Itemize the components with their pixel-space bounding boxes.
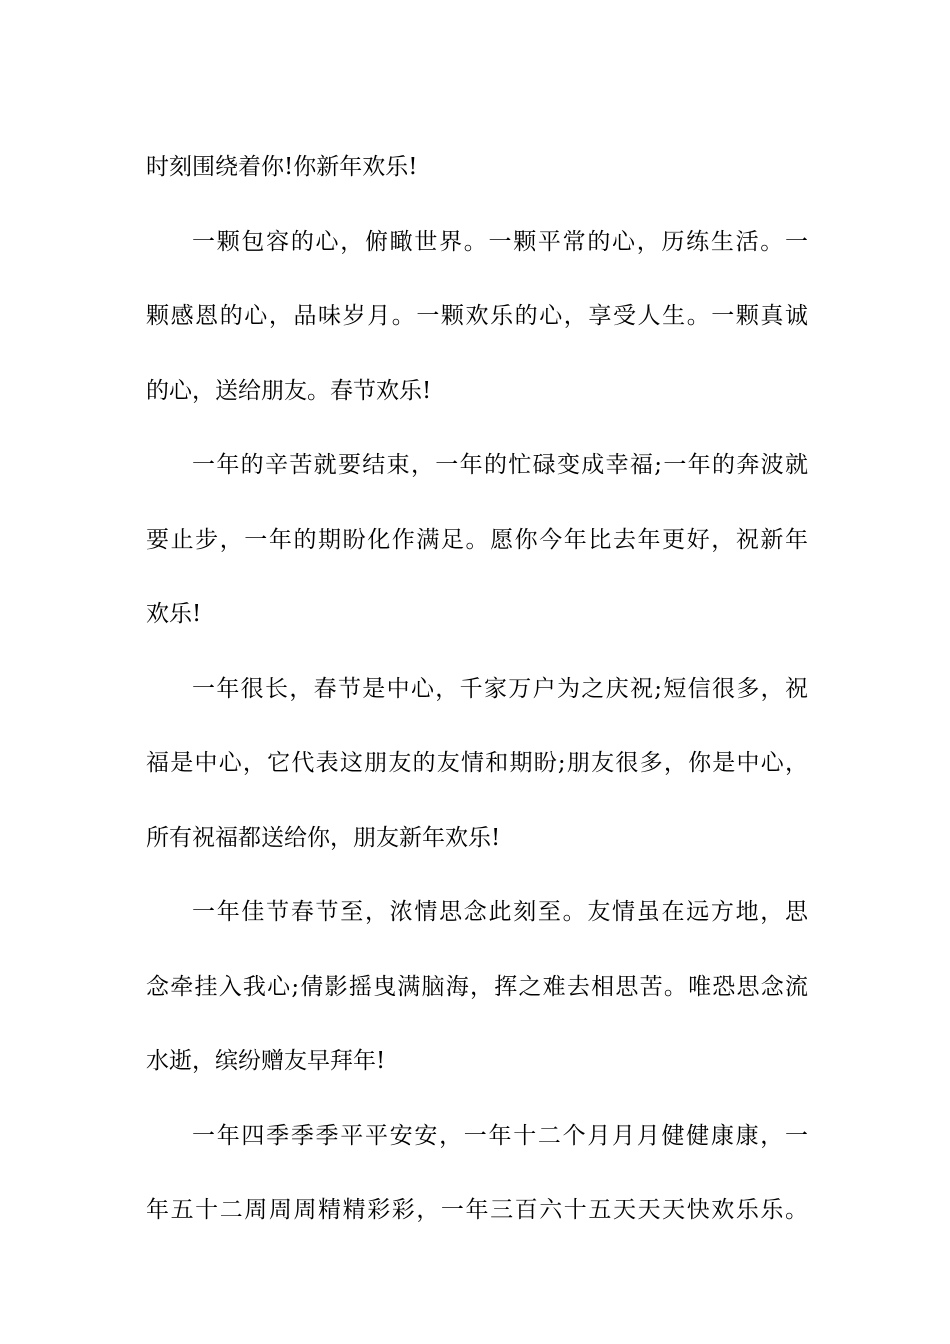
- paragraph-first-line: 一年很长，春节是中心，千家万户为之庆祝;短信很多，祝: [192, 675, 808, 702]
- text-line: 欢乐!: [146, 601, 202, 627]
- text-line: 的心，送给朋友。春节欢乐!: [146, 377, 432, 404]
- text-line: 时刻围绕着你!你新年欢乐!: [146, 154, 418, 180]
- document-body: [146, 130, 808, 1248]
- text-line: 水逝，缤纷赠友早拜年!: [146, 1048, 386, 1074]
- paragraph-first-line: 一颗包容的心，俯瞰世界。一颗平常的心，历练生活。一: [192, 228, 808, 255]
- text-line: 颗感恩的心，品味岁月。一颗欢乐的心，享受人生。一颗真诚: [146, 303, 808, 329]
- text-line: 所有祝福都送给你，朋友新年欢乐!: [146, 824, 501, 851]
- text-line: 要止步，一年的期盼化作满足。愿你今年比去年更好，祝新年: [146, 526, 808, 553]
- paragraph-first-line: 一年的辛苦就要结束，一年的忙碌变成幸福;一年的奔波就: [192, 452, 808, 478]
- text-line: 福是中心，它代表这朋友的友情和期盼;朋友很多，你是中心，: [146, 750, 808, 776]
- paragraph-first-line: 一年四季季季平平安安，一年十二个月月月健健康康，一: [192, 1122, 808, 1149]
- text-line: 念牵挂入我心;倩影摇曳满脑海，挥之难去相思苦。唯恐思念流: [146, 973, 808, 1000]
- text-line: 年五十二周周周精精彩彩，一年三百六十五天天天快欢乐乐。: [146, 1197, 808, 1223]
- paragraph-first-line: 一年佳节春节至，浓情思念此刻至。友情虽在远方地，思: [192, 899, 808, 925]
